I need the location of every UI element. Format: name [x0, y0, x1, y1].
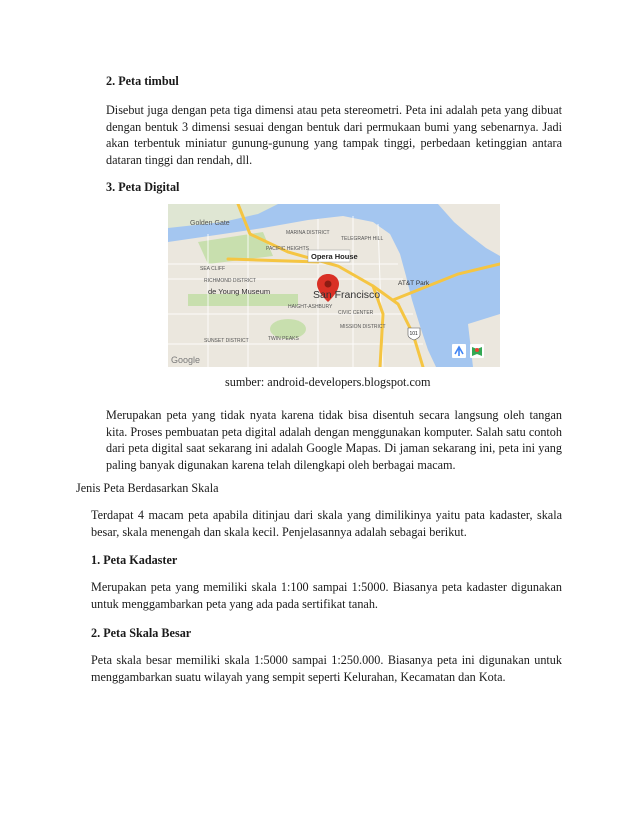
map-label-twin-peaks: TWIN PEAKS	[268, 336, 299, 342]
heading-peta-timbul: 2. Peta timbul	[106, 74, 179, 88]
paragraph-peta-timbul: Disebut juga dengan peta tiga dimensi atau peta stereometri. Peta ini adalah peta yang dibuat dengan bentuk 3 dimensi sesuai dengan bentuk dari permukaan bumi yang sebenarnya. Jadi akan terbentuk miniatur gunung-gunung yang tampak tinggi, perbedaan ketinggian antara dataran tinggi dan rendah, dll.	[106, 103, 562, 167]
map-image	[168, 204, 500, 367]
map-label-civic: CIVIC CENTER	[338, 310, 374, 316]
paragraph-peta-kadaster: Merupakan peta yang memiliki skala 1:100 sampai 1:5000. Biasanya peta kadaster digunakan untuk menggambarkan peta yang ada pada sertifikat tanah.	[91, 580, 562, 611]
heading-peta-kadaster: 1. Peta Kadaster	[91, 553, 178, 567]
map-svg	[168, 204, 500, 367]
map-label-haight: HAIGHT-ASHBURY	[288, 304, 333, 310]
map-caption: sumber: android-developers.blogspot.com	[225, 375, 431, 389]
map-label-telegraph: TELEGRAPH HILL	[341, 236, 384, 242]
map-google-logo: Google	[171, 355, 201, 365]
map-label-opera: Opera House	[311, 252, 358, 261]
heading-peta-skala-besar: 2. Peta Skala Besar	[91, 626, 192, 640]
map-open-in-maps-icon[interactable]	[470, 344, 484, 358]
map-label-pacific-heights: PACIFIC HEIGHTS	[266, 246, 309, 252]
paragraph-peta-digital: Merupakan peta yang tidak nyata karena tidak bisa disentuh secara langsung oleh tangan kita. Proses pembuatan peta digital adalah dengan menggunakan komputer. Salah satu contoh dari peta digital saat sekarang ini adalah Google Mapas. Di jaman sekarang ini, peta ini yang paling banyak digunakan karena telah dilengkapi oleh berbagai macam.	[106, 408, 562, 472]
map-label-sea-cliff: SEA CLIFF	[200, 266, 226, 272]
map-label-san-francisco: San Francisco	[313, 289, 381, 301]
map-directions-icon[interactable]	[452, 344, 466, 358]
map-label-sunset: SUNSET DISTRICT	[204, 338, 249, 344]
map-label-marina: MARINA DISTRICT	[286, 230, 330, 236]
heading-peta-digital: 3. Peta Digital	[106, 180, 180, 194]
map-label-richmond: RICHMOND DISTRICT	[204, 278, 256, 284]
map-label-mission: MISSION DISTRICT	[340, 324, 386, 330]
map-label-golden-gate: Golden Gate	[190, 220, 230, 227]
paragraph-jenis-intro: Terdapat 4 macam peta apabila ditinjau dari skala yang dimilikinya yaitu pata kadaster, skala besar, skala menengah dan skala kecil. Penjelasannya adalah sebagai berikut.	[91, 508, 562, 539]
paragraph-peta-skala-besar: Peta skala besar memiliki skala 1:5000 sampai 1:250.000. Biasanya peta ini digunakan untuk menggambarkan suatu wilayah yang sempit seperti Kelurahan, Kecamatan dan Kota.	[91, 653, 562, 684]
map-label-101: 101	[409, 331, 418, 337]
map-label-de-young: de Young Museum	[208, 287, 271, 296]
highway-101-shield-icon	[408, 328, 420, 340]
section-title-jenis-peta: Jenis Peta Berdasarkan Skala	[76, 481, 219, 495]
map-label-att-park: AT&T Park	[398, 280, 430, 287]
